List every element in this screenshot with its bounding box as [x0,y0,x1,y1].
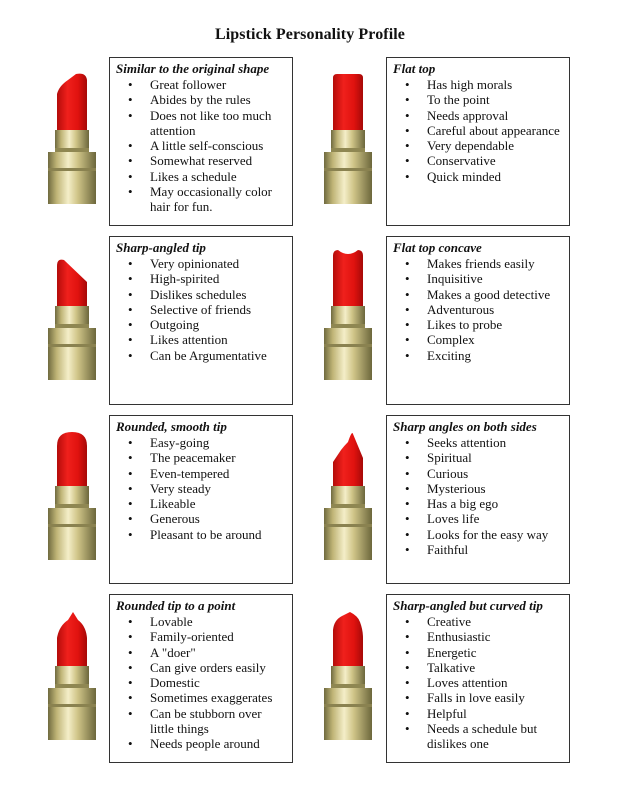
trait-list [393,77,565,184]
trait-list [393,435,565,557]
lipstick-illustration [320,248,376,388]
profile-title: Sharp-angled but curved tip [393,598,543,613]
lipstick-illustration [320,72,376,212]
profile-card [109,57,293,226]
trait-item: • Looks for the easy way [393,527,565,542]
profile-card [386,415,570,584]
trait-list [393,614,565,752]
trait-item: • Has high morals [393,77,565,92]
lipstick-illustration [320,428,376,568]
profile-title: Rounded tip to a point [116,598,236,613]
trait-item: • Falls in love easily [393,690,565,705]
trait-item: • Inquisitive [393,271,565,286]
trait-item: • Lovable [116,614,288,629]
trait-item: • Conservative [393,153,565,168]
lipstick-icon [320,428,376,568]
trait-item: • Generous [116,511,288,526]
profile-card [386,57,570,226]
trait-item: • Domestic [116,675,288,690]
trait-item: • Exciting [393,348,565,363]
lipstick-icon [44,608,100,748]
trait-item: • Creative [393,614,565,629]
trait-item: • Great follower [116,77,288,92]
trait-item: • Quick minded [393,169,565,184]
trait-item: • Family-oriented [116,629,288,644]
trait-item: • Does not like too much attention [116,108,288,139]
profile-card [109,594,293,763]
trait-item: • May occasionally color hair for fun. [116,184,288,215]
trait-item: • Mysterious [393,481,565,496]
trait-item: • A "doer" [116,645,288,660]
trait-item: • Makes a good detective [393,287,565,302]
trait-item: • Dislikes schedules [116,287,288,302]
trait-item: • Loves life [393,511,565,526]
trait-item: • Needs a schedule but dislikes one [393,721,565,752]
profile-title: Rounded, smooth tip [116,419,227,434]
trait-item: • Enthusiastic [393,629,565,644]
trait-item: • A little self-conscious [116,138,288,153]
trait-list [116,435,288,542]
trait-list [393,256,565,363]
trait-item: • Seeks attention [393,435,565,450]
trait-item: • Adventurous [393,302,565,317]
lipstick-icon [320,248,376,388]
trait-item: • Spiritual [393,450,565,465]
trait-item: • Selective of friends [116,302,288,317]
profile-card [386,236,570,405]
trait-item: • Curious [393,466,565,481]
trait-item: • Easy-going [116,435,288,450]
trait-list [116,614,288,752]
trait-item: • Likes a schedule [116,169,288,184]
trait-item: • Sometimes exaggerates [116,690,288,705]
trait-item: • Likes attention [116,332,288,347]
profile-title: Flat top concave [393,240,482,255]
trait-item: • Makes friends easily [393,256,565,271]
lipstick-illustration [44,428,100,568]
lipstick-illustration [44,72,100,212]
trait-list [116,77,288,215]
trait-item: • Pleasant to be around [116,527,288,542]
trait-item: • Very opinionated [116,256,288,271]
lipstick-icon [44,428,100,568]
trait-item: • Can give orders easily [116,660,288,675]
profile-title: Sharp angles on both sides [393,419,537,434]
trait-item: • High-spirited [116,271,288,286]
profile-card [109,415,293,584]
trait-item: • Likeable [116,496,288,511]
trait-item: • Talkative [393,660,565,675]
lipstick-illustration [44,608,100,748]
trait-item: • Careful about appearance [393,123,565,138]
page-title: Lipstick Personality Profile [214,26,406,43]
lipstick-icon [320,72,376,212]
lipstick-icon [44,248,100,388]
trait-item: • Needs people around [116,736,288,751]
trait-item: • Very steady [116,481,288,496]
trait-item: • Has a big ego [393,496,565,511]
trait-item: • Somewhat reserved [116,153,288,168]
trait-item: • The peacemaker [116,450,288,465]
trait-item: • Outgoing [116,317,288,332]
profile-card [109,236,293,405]
trait-item: • Energetic [393,645,565,660]
trait-item: • Loves attention [393,675,565,690]
trait-item: • Needs approval [393,108,565,123]
lipstick-illustration [44,248,100,388]
profile-card [386,594,570,763]
trait-item: • Can be Argumentative [116,348,288,363]
profile-title: Flat top [393,61,436,76]
trait-item: • Even-tempered [116,466,288,481]
trait-item: • Very dependable [393,138,565,153]
trait-item: • Can be stubborn over little things [116,706,288,737]
trait-item: • Abides by the rules [116,92,288,107]
lipstick-illustration [320,608,376,748]
trait-item: • To the point [393,92,565,107]
profile-title: Sharp-angled tip [116,240,206,255]
trait-item: • Likes to probe [393,317,565,332]
trait-item: • Helpful [393,706,565,721]
lipstick-icon [320,608,376,748]
profile-title: Similar to the original shape [116,61,270,76]
trait-item: • Complex [393,332,565,347]
trait-item: • Faithful [393,542,565,557]
lipstick-icon [44,72,100,212]
trait-list [116,256,288,363]
